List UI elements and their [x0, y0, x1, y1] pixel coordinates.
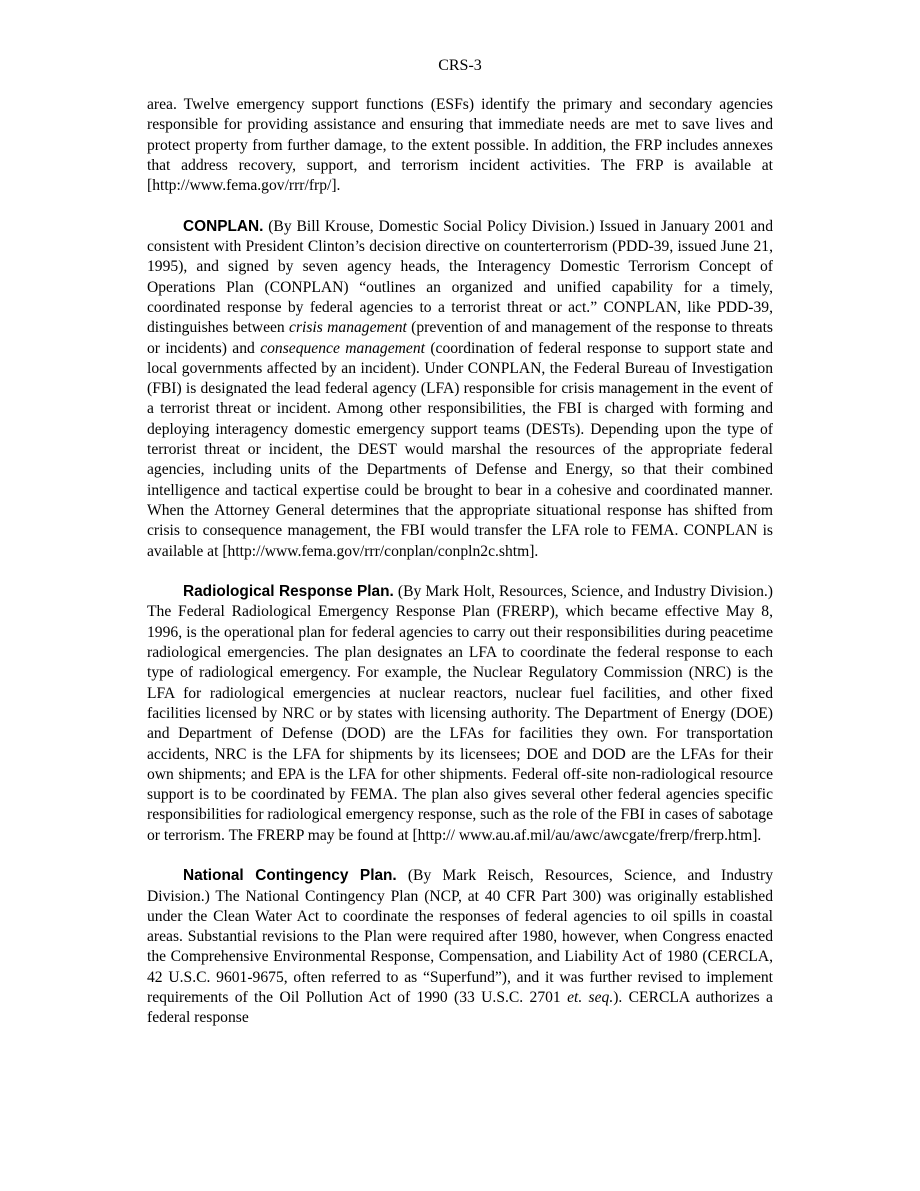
section-heading-conplan: CONPLAN.: [183, 217, 264, 235]
conplan-text-a: (By Bill Krouse, Domestic Social Policy Division.) Issued in January 2001 and consistent with President Clinton’s decision directive on counterterrorism (PDD-39, issued June 21, 1995), and signed by seven agency heads, the Interagency Domestic Terrorism Concept of Operations Plan (CONPLAN) “outlines an organized and unified capability for a timely, coordinated response by federal agencies to a terrorist threat or act.” CONPLAN, like PDD-39, distinguishes between: [147, 217, 773, 337]
section-heading-radiological: Radiological Response Plan.: [183, 583, 394, 601]
radiological-text: (By Mark Holt, Resources, Science, and Industry Division.) The Federal Radiological Emergency Response Plan (FRERP), which became effective May 8, 1996, is the operational plan for federal agencies to carry out their responsibilities during peacetime radiological emergencies. The plan designates an LFA to coordinate the federal response to each type of radiological emergency. For example, the Nuclear Regulatory Commission (NRC) is the LFA for radiological emergencies at nuclear reactors, nuclear fuel facilities, and other fixed facilities licensed by NRC or by states with licensing authority. The Department of Energy (DOE) and Department of Defense (DOD) are the LFAs for facilities they own. For transportation accidents, NRC is the LFA for shipments by its licensees; DOE and DOD are the LFAs for their own shipments; and EPA is the LFA for other shipments. Federal off-site non-radiological resource support is to be coordinated by FEMA. The plan also gives several other federal agencies specific responsibilities for radiological emergency response, such as the role of the FBI in cases of sabotage or terrorism. The FRERP may be found at [http:// www.au.af.mil/au/awc/awcgate/frerp/frerp.htm].: [147, 583, 773, 844]
term-consequence-management: consequence management: [260, 339, 425, 357]
section-heading-ncp: National Contingency Plan.: [183, 867, 397, 885]
paragraph-radiological: [147, 582, 773, 846]
conplan-text-b: (prevention of and management of the response to threats or incidents) and: [147, 319, 773, 357]
paragraph-conplan: [147, 217, 773, 562]
ncp-text-b: ). CERCLA authorizes a federal response: [147, 989, 773, 1027]
paragraph-frp-continued: area. Twelve emergency support functions (ESFs) identify the primary and secondary agencies responsible for providing assistance and ensuring that immediate needs are met to save lives and protect property from further damage, to the extent possible. In addition, the FRP includes annexes that address recovery, support, and terrorism incident activities. The FRP is available at [http://www.fema.gov/rrr/frp/].: [147, 96, 773, 195]
term-crisis-management: crisis management: [289, 319, 407, 337]
term-et-seq: et. seq.: [567, 989, 614, 1007]
document-body: [147, 95, 773, 1049]
conplan-text-c: (coordination of federal response to support state and local governments affected by an incident). Under CONPLAN, the Federal Bureau of Investigation (FBI) is designated the lead federal agency (LFA) responsible for crisis management in the event of a terrorist threat or incident. Among other responsibilities, the FBI is charged with forming and deploying interagency domestic emergency support teams (DESTs). Depending upon the type of terrorist threat or incident, the DEST would marshal the resources of the appropriate federal agencies, including units of the Departments of Defense and Energy, so that their combined intelligence and tactical expertise could be brought to bear in a cohesive and coordinated manner. When the Attorney General determines that the appropriate situational response has shifted from crisis to consequence management, the FBI would transfer the LFA role to FEMA. CONPLAN is available at [http://www.fema.gov/rrr/conplan/conpln2c.shtm].: [147, 339, 773, 560]
paragraph-ncp: [147, 866, 773, 1028]
ncp-text-a: (By Mark Reisch, Resources, Science, and Industry Division.) The National Contingency Plan (NCP, at 40 CFR Part 300) was originally established under the Clean Water Act to coordinate the responses of federal agencies to oil spills in coastal areas. Substantial revisions to the Plan were required after 1980, however, when Congress enacted the Comprehensive Environmental Response, Compensation, and Liability Act of 1980 (CERCLA, 42 U.S.C. 9601-9675, often referred to as “Superfund”), and it was further revised to implement requirements of the Oil Pollution Act of 1990 (33 U.S.C. 2701: [147, 867, 773, 1007]
page-header: CRS-3: [438, 57, 482, 74]
